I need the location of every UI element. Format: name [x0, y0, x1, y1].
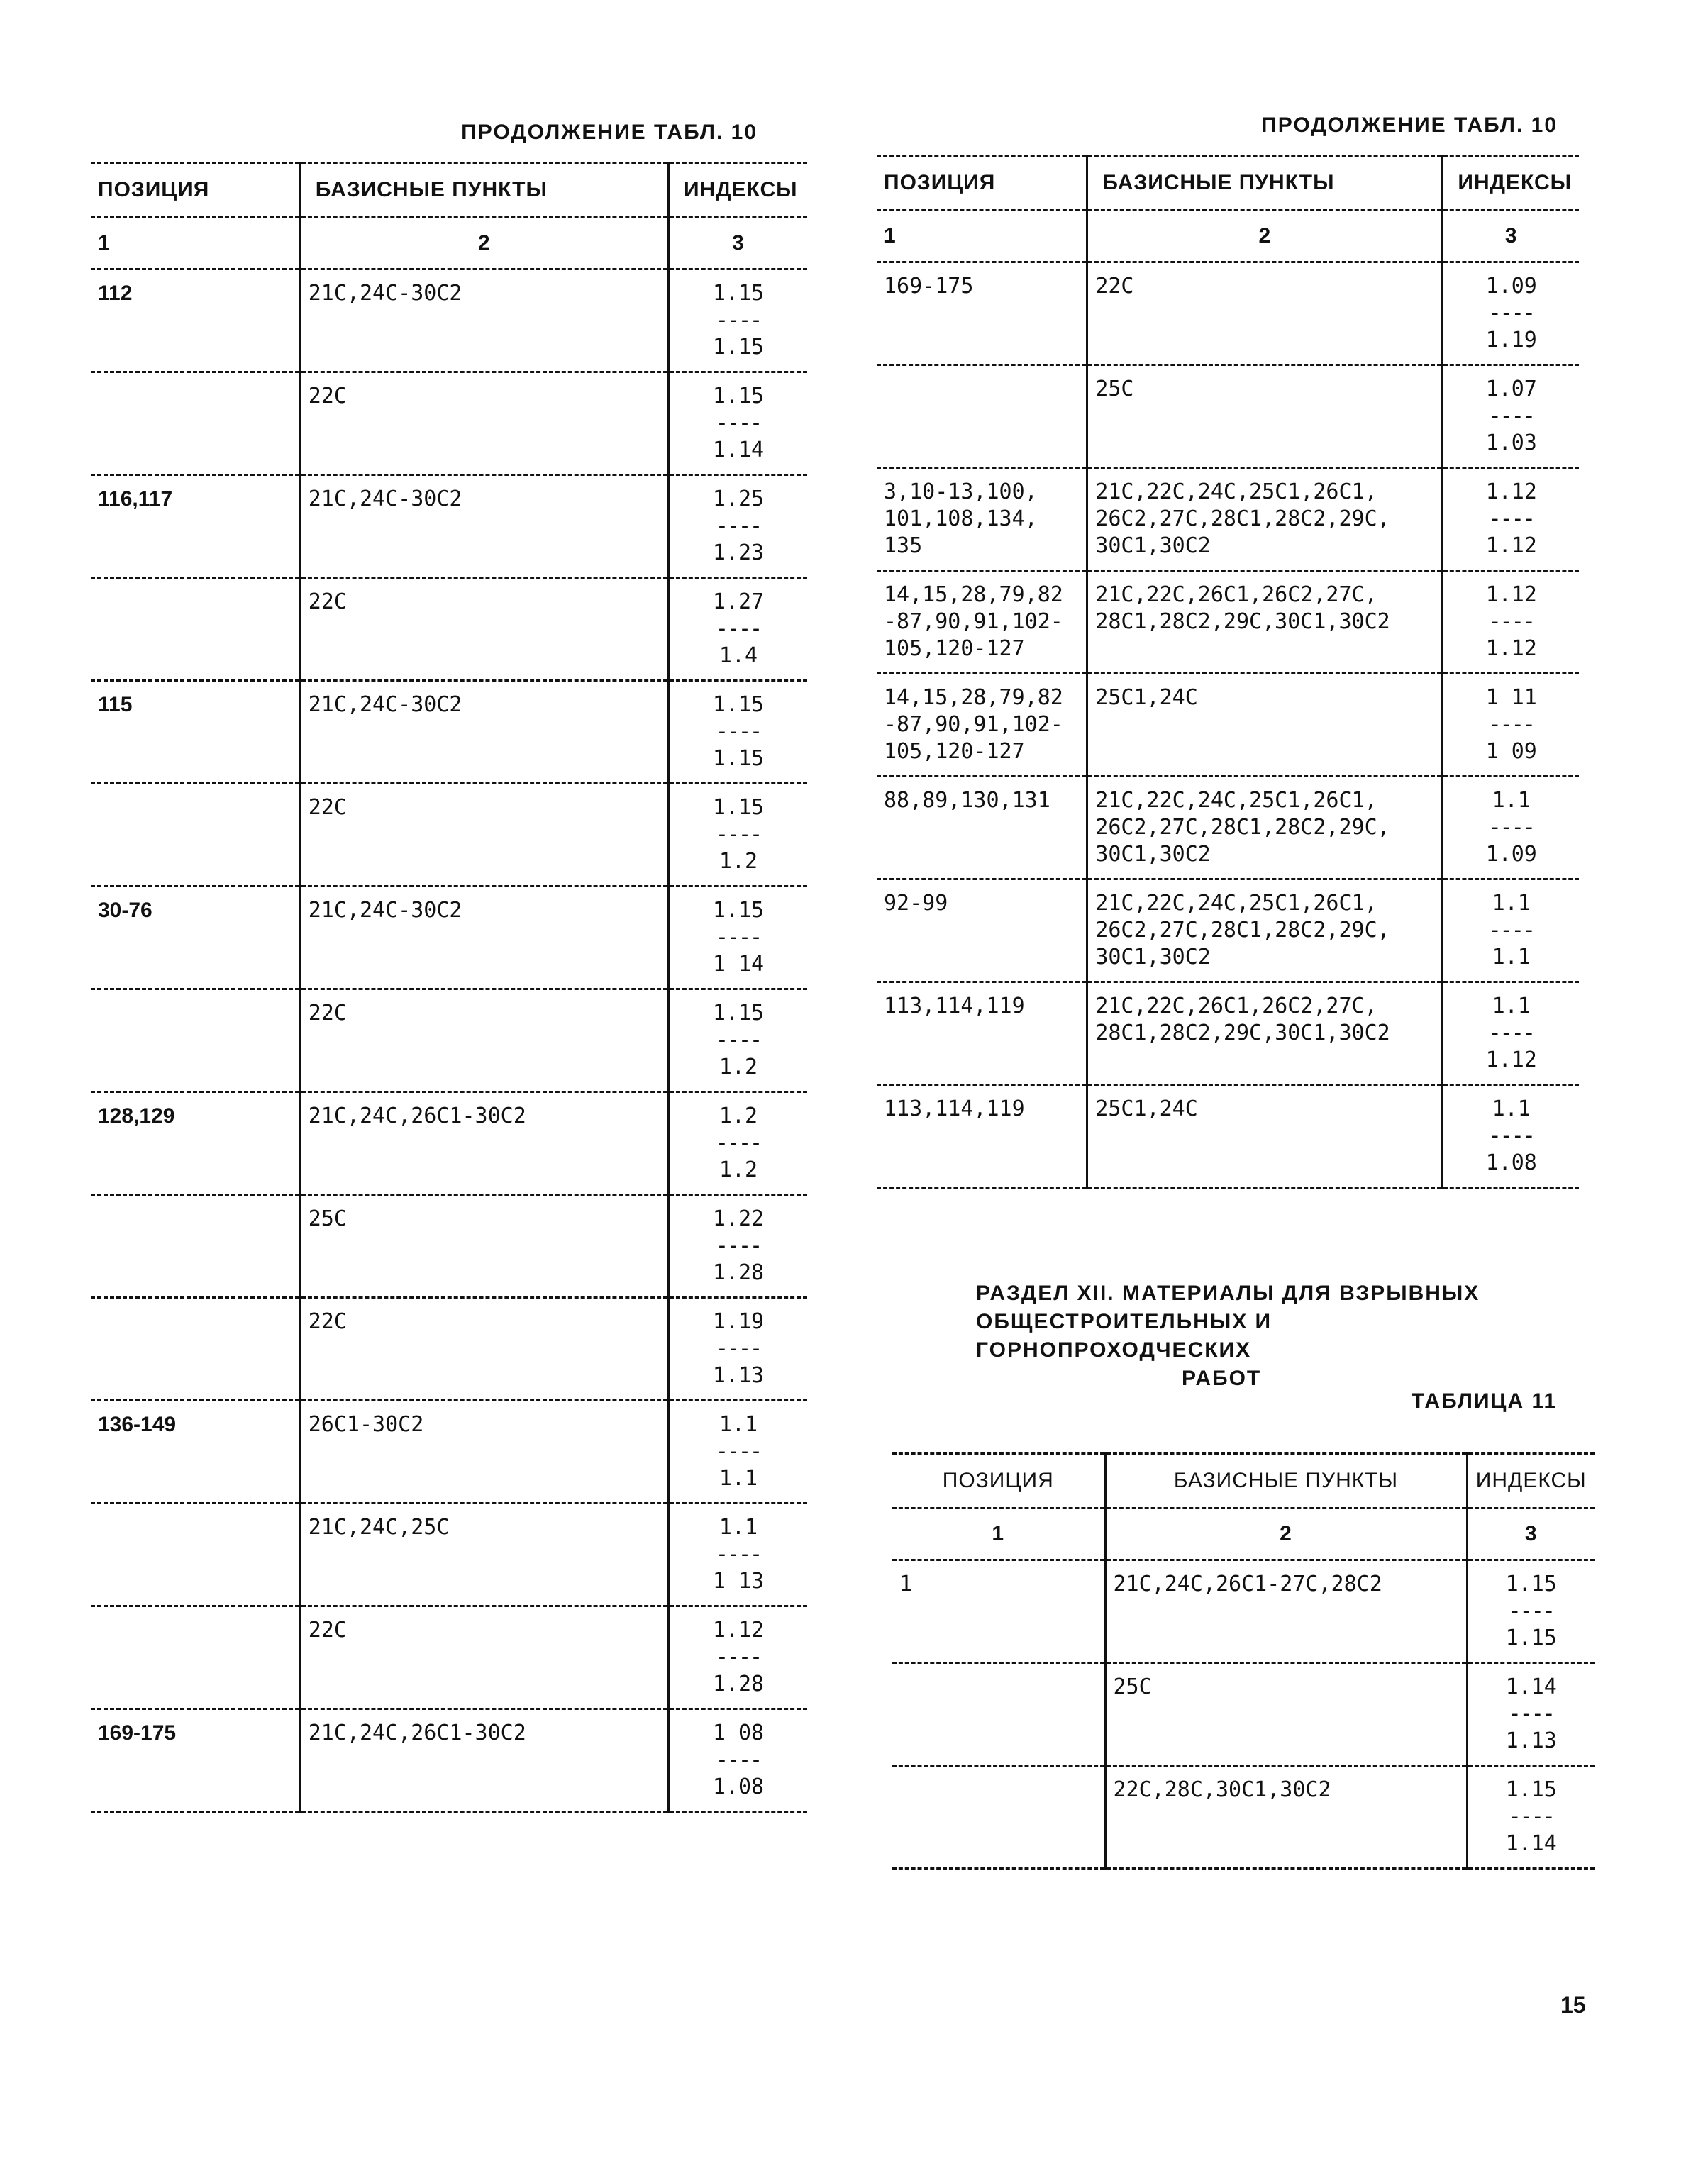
- index-numerator: 1.12: [712, 1618, 765, 1643]
- left-table: [91, 162, 807, 1813]
- index-fraction: [677, 280, 800, 361]
- position-cell: 112: [91, 270, 300, 372]
- basis-cell: 25С: [1105, 1663, 1467, 1766]
- index-numerator: 1.12: [1485, 479, 1537, 504]
- section-title-line-1: РАЗДЕЛ XII. МАТЕРИАЛЫ ДЛЯ ВЗРЫВНЫХ: [976, 1282, 1480, 1305]
- table-row: [892, 1766, 1595, 1869]
- right-table: [877, 155, 1579, 1189]
- index-numerator: 1.1: [719, 1515, 758, 1540]
- index-numerator: 1.15: [712, 281, 765, 306]
- basis-cell: 22С: [300, 989, 668, 1092]
- index-cell: [1443, 571, 1579, 674]
- position-cell: 169-175: [877, 262, 1087, 365]
- position-cell: [91, 1298, 300, 1401]
- index-denominator: 1.2: [719, 1157, 758, 1182]
- table-row: [877, 365, 1579, 468]
- index-fraction: [677, 1720, 800, 1801]
- table-row: [91, 578, 807, 681]
- fraction-bar: ----: [1488, 301, 1534, 326]
- position-cell: 136-149: [91, 1401, 300, 1504]
- table-row: [91, 270, 807, 372]
- fraction-bar: ----: [715, 1233, 762, 1258]
- index-denominator: 1.12: [1485, 636, 1537, 661]
- index-cell: [668, 372, 807, 475]
- fraction-bar: ----: [715, 1336, 762, 1361]
- table-row: [91, 1606, 807, 1709]
- left-heading: ПРОДОЛЖЕНИЕ ТАБЛ. 10: [461, 121, 758, 144]
- index-denominator: 1.28: [712, 1672, 765, 1696]
- col-number-2: 2: [1105, 1509, 1467, 1560]
- index-fraction: [1451, 1096, 1572, 1177]
- basis-cell: 22С: [300, 784, 668, 887]
- position-cell: [91, 1504, 300, 1606]
- index-fraction: [677, 589, 800, 670]
- basis-cell: 25С: [300, 1195, 668, 1298]
- fraction-bar: ----: [715, 719, 762, 744]
- fraction-bar: ----: [715, 616, 762, 641]
- fraction-bar: ----: [715, 411, 762, 435]
- col-header-basis: БАЗИСНЫЕ ПУНКТЫ: [1105, 1454, 1467, 1509]
- table-row: [91, 372, 807, 475]
- basis-cell: 21С,22С,24С,25С1,26С1, 26С2,27С,28С1,28С2,29С, 30С1,30С2: [1087, 879, 1443, 982]
- basis-cell: 22С: [300, 1606, 668, 1709]
- index-denominator: 1.1: [719, 1466, 758, 1491]
- position-cell: [91, 1606, 300, 1709]
- left-column: [91, 119, 807, 1813]
- fraction-bar: ----: [1488, 712, 1534, 737]
- index-denominator: 1.15: [712, 335, 765, 360]
- col-number-3: 3: [732, 231, 745, 255]
- table-row: [91, 784, 807, 887]
- index-fraction: [1475, 1571, 1588, 1652]
- table-row: [877, 571, 1579, 674]
- index-numerator: 1.15: [1505, 1572, 1557, 1596]
- index-fraction: [677, 691, 800, 772]
- index-denominator: 1.19: [1485, 328, 1537, 352]
- index-numerator: 1 08: [712, 1721, 765, 1745]
- fraction-bar: ----: [1508, 1804, 1554, 1829]
- position-cell: [91, 578, 300, 681]
- fraction-bar: ----: [715, 1131, 762, 1155]
- index-cell: [1443, 777, 1579, 879]
- table11-label: ТАБЛИЦА 11: [1412, 1389, 1558, 1413]
- index-denominator: 1.14: [712, 438, 765, 462]
- table11-block: [892, 1452, 1595, 1870]
- fraction-bar: ----: [1508, 1599, 1554, 1623]
- index-fraction: [1451, 993, 1572, 1074]
- position-cell: 88,89,130,131: [877, 777, 1087, 879]
- index-denominator: 1.09: [1485, 842, 1537, 867]
- position-cell: 113,114,119: [877, 1085, 1087, 1188]
- index-numerator: 1.1: [1492, 994, 1531, 1018]
- basis-cell: 21С,24С-30С2: [300, 681, 668, 784]
- basis-cell: 21С,24С-30С2: [300, 887, 668, 989]
- index-cell: [668, 1092, 807, 1195]
- col-number-2: 2: [300, 218, 668, 270]
- index-cell: [1443, 365, 1579, 468]
- index-numerator: 1.25: [712, 487, 765, 511]
- fraction-bar: ----: [1488, 918, 1534, 943]
- left-table-body: [91, 270, 807, 1812]
- basis-cell: 22С: [300, 578, 668, 681]
- col-header-indexes: ИНДЕКСЫ: [1475, 1469, 1587, 1492]
- basis-cell: 22С: [300, 1298, 668, 1401]
- table-row: [877, 674, 1579, 777]
- basis-cell: 21С,24С,26С1-30С2: [300, 1709, 668, 1812]
- index-numerator: 1.1: [1492, 1096, 1531, 1121]
- index-fraction: [1451, 582, 1572, 662]
- index-denominator: 1.14: [1505, 1831, 1557, 1856]
- index-fraction: [677, 1514, 800, 1595]
- index-denominator: 1 09: [1485, 739, 1537, 764]
- table-row: [91, 989, 807, 1092]
- index-fraction: [1451, 684, 1572, 765]
- col-number-3: 3: [1504, 224, 1518, 248]
- fraction-bar: ----: [715, 1748, 762, 1772]
- index-fraction: [1451, 479, 1572, 560]
- index-denominator: 1 14: [712, 952, 765, 977]
- index-denominator: 1.08: [712, 1774, 765, 1799]
- table-row: [877, 1085, 1579, 1188]
- basis-cell: 21С,24С-30С2: [300, 270, 668, 372]
- position-cell: 128,129: [91, 1092, 300, 1195]
- basis-cell: 21С,24С,26С1-27С,28С2: [1105, 1560, 1467, 1663]
- basis-cell: 25С1,24С: [1087, 674, 1443, 777]
- fraction-bar: ----: [715, 822, 762, 847]
- index-fraction: [1451, 376, 1572, 457]
- index-denominator: 1.15: [712, 746, 765, 771]
- index-cell: [668, 989, 807, 1092]
- basis-cell: 25С: [1087, 365, 1443, 468]
- index-numerator: 1.14: [1505, 1674, 1557, 1699]
- index-fraction: [1475, 1674, 1588, 1755]
- table-row: [877, 777, 1579, 879]
- basis-cell: 21С,24С-30С2: [300, 475, 668, 578]
- fraction-bar: ----: [715, 925, 762, 950]
- col-header-indexes: ИНДЕКСЫ: [683, 178, 798, 201]
- table-row: [91, 1709, 807, 1812]
- col-number-1: 1: [91, 218, 300, 270]
- index-cell: [1443, 468, 1579, 571]
- col-number-1: 1: [877, 211, 1087, 262]
- index-fraction: [677, 1000, 800, 1081]
- fraction-bar: ----: [1488, 1123, 1534, 1148]
- index-denominator: 1 13: [712, 1569, 765, 1594]
- index-cell: [668, 1195, 807, 1298]
- index-denominator: 1.13: [1505, 1728, 1557, 1753]
- table-row: [91, 1298, 807, 1401]
- index-fraction: [1451, 890, 1572, 971]
- position-cell: 92-99: [877, 879, 1087, 982]
- index-cell: [668, 578, 807, 681]
- index-fraction: [677, 383, 800, 464]
- fraction-bar: ----: [1488, 1021, 1534, 1045]
- basis-cell: 21С,24С,25С: [300, 1504, 668, 1606]
- section-title-line-3: РАБОТ: [1182, 1367, 1262, 1390]
- table11-body: [892, 1560, 1595, 1869]
- position-cell: 14,15,28,79,82 -87,90,91,102- 105,120-127: [877, 571, 1087, 674]
- table-row: [91, 1092, 807, 1195]
- index-numerator: 1 11: [1485, 685, 1537, 710]
- index-numerator: 1.15: [712, 384, 765, 409]
- position-cell: 30-76: [91, 887, 300, 989]
- fraction-bar: ----: [1508, 1701, 1554, 1726]
- col-header-position: ПОЗИЦИЯ: [892, 1454, 1105, 1509]
- index-cell: [668, 887, 807, 989]
- basis-cell: 22С,28С,30С1,30С2: [1105, 1766, 1467, 1869]
- fraction-bar: ----: [715, 308, 762, 333]
- table11-colnum-row: [892, 1509, 1595, 1560]
- basis-cell: 21С,22С,26С1,26С2,27С, 28С1,28С2,29С,30С1,30С2: [1087, 982, 1443, 1085]
- fraction-bar: ----: [715, 1645, 762, 1670]
- col-header-basis: БАЗИСНЫЕ ПУНКТЫ: [300, 163, 668, 218]
- left-header-row: [91, 163, 807, 218]
- index-denominator: 1.12: [1485, 533, 1537, 558]
- position-cell: [892, 1663, 1105, 1766]
- index-cell: [1467, 1766, 1595, 1869]
- fraction-bar: ----: [1488, 404, 1534, 428]
- position-cell: [91, 1195, 300, 1298]
- index-cell: [668, 1606, 807, 1709]
- basis-cell: 26С1-30С2: [300, 1401, 668, 1504]
- fraction-bar: ----: [715, 513, 762, 538]
- index-cell: [668, 681, 807, 784]
- basis-cell: 21С,24С,26С1-30С2: [300, 1092, 668, 1195]
- position-cell: 169-175: [91, 1709, 300, 1812]
- index-numerator: 1.15: [712, 1001, 765, 1026]
- index-fraction: [677, 1617, 800, 1698]
- position-cell: [892, 1766, 1105, 1869]
- index-cell: [1443, 879, 1579, 982]
- index-cell: [668, 1298, 807, 1401]
- index-denominator: 1.4: [719, 643, 758, 668]
- index-numerator: 1.1: [1492, 891, 1531, 916]
- right-heading: ПРОДОЛЖЕНИЕ ТАБЛ. 10: [1261, 113, 1558, 137]
- index-denominator: 1.2: [719, 849, 758, 874]
- index-numerator: 1.1: [719, 1412, 758, 1437]
- index-numerator: 1.27: [712, 589, 765, 614]
- fraction-bar: ----: [1488, 815, 1534, 840]
- page-number: 15: [1560, 1992, 1586, 2018]
- position-cell: 116,117: [91, 475, 300, 578]
- index-denominator: 1.03: [1485, 431, 1537, 455]
- right-header-row: [877, 156, 1579, 211]
- index-numerator: 1.15: [1505, 1777, 1557, 1802]
- basis-cell: 25С1,24С: [1087, 1085, 1443, 1188]
- fraction-bar: ----: [1488, 506, 1534, 531]
- table11-header-row: [892, 1454, 1595, 1509]
- left-colnum-row: [91, 218, 807, 270]
- col-number-1: 1: [892, 1509, 1105, 1560]
- right-colnum-row: [877, 211, 1579, 262]
- table-row: [892, 1560, 1595, 1663]
- index-denominator: 1.23: [712, 540, 765, 565]
- index-cell: [668, 1504, 807, 1606]
- index-numerator: 1.12: [1485, 582, 1537, 607]
- index-cell: [668, 784, 807, 887]
- index-fraction: [677, 1103, 800, 1184]
- index-denominator: 1.2: [719, 1055, 758, 1079]
- position-cell: [91, 784, 300, 887]
- index-fraction: [677, 794, 800, 875]
- index-denominator: 1.13: [712, 1363, 765, 1388]
- index-fraction: [1475, 1777, 1588, 1857]
- position-cell: [91, 372, 300, 475]
- table-row: [91, 1195, 807, 1298]
- index-cell: [1443, 674, 1579, 777]
- col-number-2: 2: [1087, 211, 1443, 262]
- right-table-body: [877, 262, 1579, 1188]
- fraction-bar: ----: [1488, 609, 1534, 634]
- position-cell: 113,114,119: [877, 982, 1087, 1085]
- table11: [892, 1452, 1595, 1870]
- index-fraction: [677, 1411, 800, 1492]
- index-cell: [668, 1401, 807, 1504]
- position-cell: 1: [892, 1560, 1105, 1663]
- basis-cell: 21С,22С,26С1,26С2,27С, 28С1,28С2,29С,30С1,30С2: [1087, 571, 1443, 674]
- table-row: [91, 475, 807, 578]
- index-fraction: [1451, 787, 1572, 868]
- position-cell: 115: [91, 681, 300, 784]
- basis-cell: 22С: [300, 372, 668, 475]
- table-row: [91, 887, 807, 989]
- index-fraction: [1451, 273, 1572, 354]
- index-denominator: 1.12: [1485, 1048, 1537, 1072]
- position-cell: 14,15,28,79,82 -87,90,91,102- 105,120-127: [877, 674, 1087, 777]
- table-row: [91, 1504, 807, 1606]
- table-row: [91, 1401, 807, 1504]
- fraction-bar: ----: [715, 1542, 762, 1567]
- index-numerator: 1.15: [712, 898, 765, 923]
- index-cell: [1443, 1085, 1579, 1188]
- col-header-basis: БАЗИСНЫЕ ПУНКТЫ: [1087, 156, 1443, 211]
- index-fraction: [677, 486, 800, 567]
- index-cell: [1443, 262, 1579, 365]
- basis-cell: 22С: [1087, 262, 1443, 365]
- table-row: [91, 681, 807, 784]
- col-header-position: ПОЗИЦИЯ: [877, 156, 1087, 211]
- col-header-position: ПОЗИЦИЯ: [91, 163, 300, 218]
- index-numerator: 1.2: [719, 1104, 758, 1128]
- index-fraction: [677, 1309, 800, 1389]
- table-row: [877, 879, 1579, 982]
- fraction-bar: ----: [715, 1439, 762, 1464]
- position-cell: [91, 989, 300, 1092]
- index-cell: [668, 270, 807, 372]
- right-column: [877, 112, 1579, 1189]
- index-numerator: 1.22: [712, 1206, 765, 1231]
- index-denominator: 1.28: [712, 1260, 765, 1285]
- section-title-line-2: ОБЩЕСТРОИТЕЛЬНЫХ И ГОРНОПРОХОДЧЕСКИХ: [976, 1310, 1272, 1362]
- col-header-indexes: ИНДЕКСЫ: [1458, 171, 1572, 194]
- index-numerator: 1.15: [712, 795, 765, 820]
- col-number-3: 3: [1524, 1522, 1538, 1545]
- index-denominator: 1.1: [1492, 945, 1531, 970]
- index-numerator: 1.19: [712, 1309, 765, 1334]
- section-title: [976, 1279, 1543, 1393]
- index-numerator: 1.09: [1485, 274, 1537, 299]
- index-numerator: 1.1: [1492, 788, 1531, 813]
- index-denominator: 1.15: [1505, 1626, 1557, 1650]
- table-row: [877, 262, 1579, 365]
- index-cell: [1443, 982, 1579, 1085]
- position-cell: [877, 365, 1087, 468]
- fraction-bar: ----: [715, 1028, 762, 1052]
- basis-cell: 21С,22С,24С,25С1,26С1, 26С2,27С,28С1,28С2,29С, 30С1,30С2: [1087, 777, 1443, 879]
- table-row: [892, 1663, 1595, 1766]
- index-numerator: 1.07: [1485, 377, 1537, 401]
- index-numerator: 1.15: [712, 692, 765, 717]
- index-denominator: 1.08: [1485, 1150, 1537, 1175]
- index-cell: [668, 1709, 807, 1812]
- table-row: [877, 982, 1579, 1085]
- table-row: [877, 468, 1579, 571]
- index-fraction: [677, 1206, 800, 1287]
- basis-cell: 21С,22С,24С,25С1,26С1, 26С2,27С,28С1,28С2,29С, 30С1,30С2: [1087, 468, 1443, 571]
- index-cell: [668, 475, 807, 578]
- index-cell: [1467, 1560, 1595, 1663]
- position-cell: 3,10-13,100, 101,108,134, 135: [877, 468, 1087, 571]
- index-fraction: [677, 897, 800, 978]
- index-cell: [1467, 1663, 1595, 1766]
